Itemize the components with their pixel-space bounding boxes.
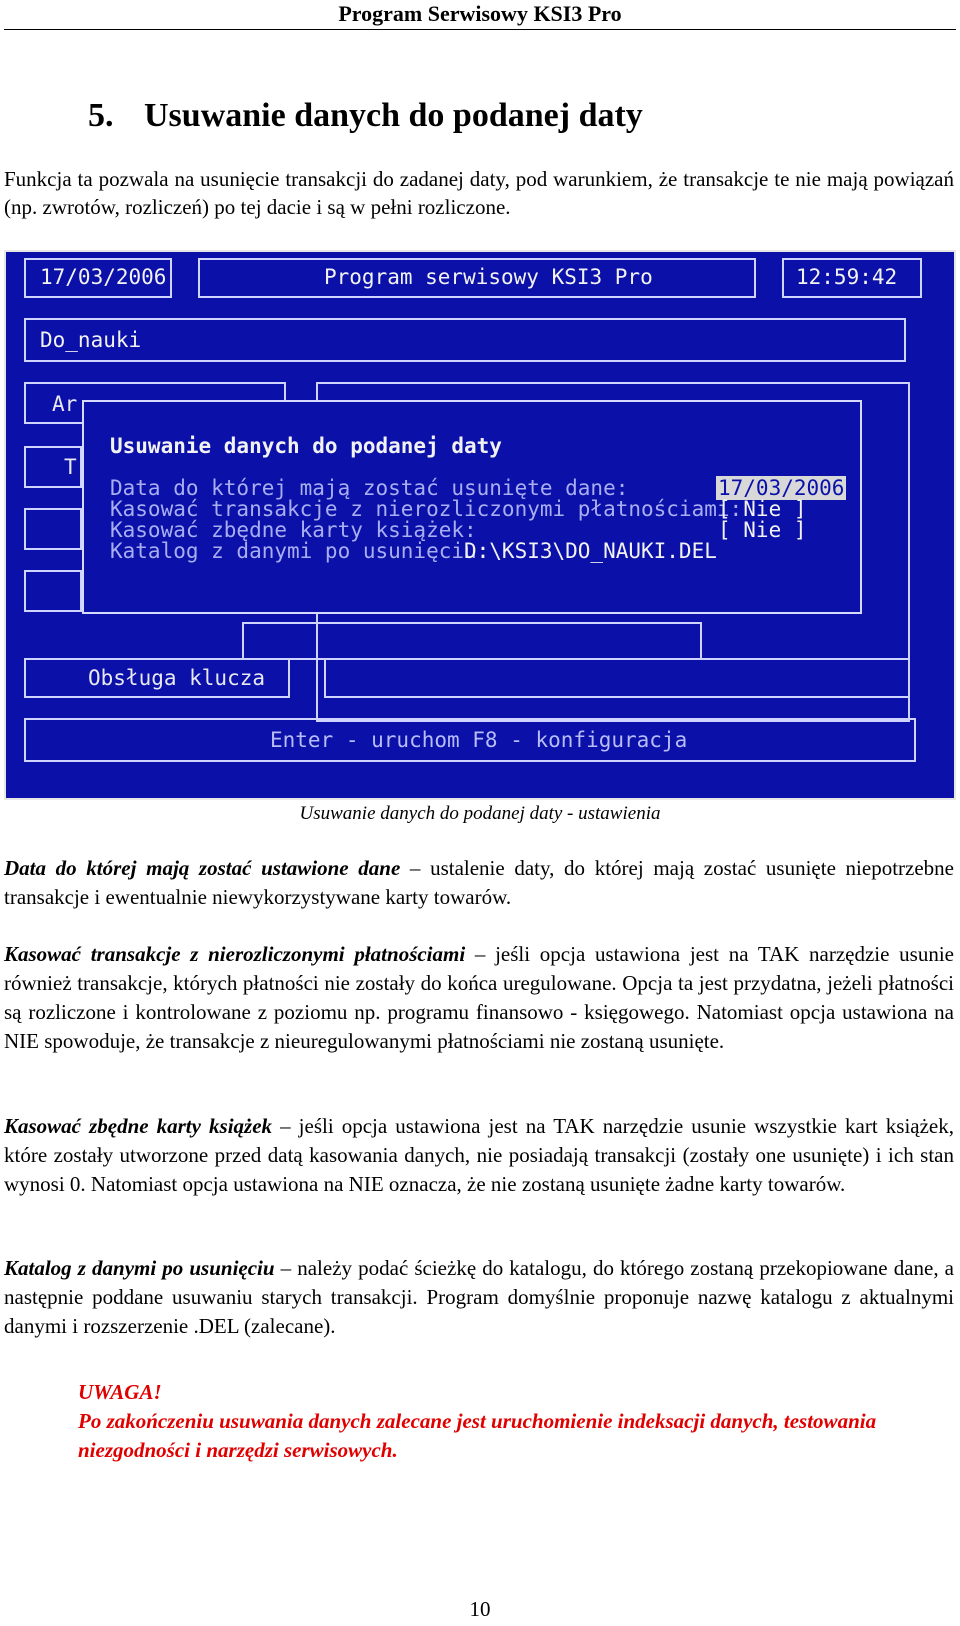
section-number: 5.: [88, 97, 114, 134]
dialog-label-unsettled: Kasować transakcje z nierozliczonymi płatnościami:: [110, 497, 743, 521]
paragraph-cards: [4, 1112, 954, 1199]
status-bar: Enter - uruchom F8 - konfiguracja: [270, 728, 688, 752]
screen-time: 12:59:42: [796, 265, 898, 289]
header-title: Program Serwisowy KSI3 Pro: [338, 1, 622, 26]
menu-box-6: [324, 658, 910, 698]
intro-paragraph: Funkcja ta pozwala na usunięcie transakcji do zadanej daty, pod warunkiem, że transakcje te nie mają powiązań (np. zwrotów, rozliczeń) po tej dacie i są w pełni rozliczone.: [4, 167, 954, 219]
term-date: Data do której mają zostać ustawione dane: [4, 856, 401, 880]
menu-box-4: [24, 570, 82, 612]
term-catalog: Katalog z danymi po usunięciu: [4, 1256, 275, 1280]
dialog-label-date: Data do której mają zostać usunięte dane:: [110, 476, 629, 500]
dialog-label-cards: Kasować zbędne karty książek:: [110, 518, 477, 542]
menu-fragment-t: T: [64, 455, 77, 479]
menu-box-5: [242, 622, 702, 660]
term-unsettled: Kasować transakcje z nierozliczonymi płatnościami: [4, 942, 466, 966]
section-title: Usuwanie danych do podanej daty: [144, 97, 643, 134]
dos-screenshot: [4, 250, 956, 800]
catalog-path-field[interactable]: D:\KSI3\DO_NAUKI.DEL: [464, 539, 717, 563]
term-cards: Kasować zbędne karty książek: [4, 1114, 273, 1138]
unsettled-toggle[interactable]: [ Nie ]: [718, 497, 807, 521]
database-box: [24, 318, 906, 362]
screen-database: Do_nauki: [40, 328, 142, 352]
desc-unsettled: – jeśli opcja ustawiona jest na TAK narzędzie usunie również transakcje, których płatności nie zostały do końca uregulowane. Opcja ta jest przydatna, jeżeli płatności są rozliczone i kontrolowane z poziomu np. programu finansowo - księgowego. Natomiast opcja ustawiona na NIE spowoduje, że transakcje z nieuregulowanymi płatnościami nie zostaną usunięte.: [4, 942, 954, 1053]
dialog-title: Usuwanie danych do podanej daty: [110, 434, 502, 458]
warning-text: Po zakończeniu usuwania danych zalecane jest uruchomienie indeksacji danych, testowania niezgodności i narzędzi serwisowych.: [78, 1409, 877, 1462]
page-header: [0, 0, 960, 30]
screen-app-title: Program serwisowy KSI3 Pro: [324, 265, 653, 289]
warning-label: UWAGA!: [78, 1380, 162, 1404]
page-number: 10: [469, 1597, 491, 1621]
dialog-label-catalog: Katalog z danymi po usunięciu:: [110, 539, 490, 563]
paragraph-date: [4, 854, 954, 912]
menu-box-3: [24, 508, 82, 550]
desc-catalog: – należy podać ścieżkę do katalogu, do którego zostaną przekopiowane dane, a następnie poddane usuwaniu starych transakcji. Program domyślnie proponuje nazwę katalogu z aktualnymi danymi i rozszerzenie .DEL (zalecane).: [4, 1256, 954, 1338]
menu-fragment-ar: Ar: [52, 392, 78, 416]
warning-block: [78, 1378, 948, 1465]
paragraph-unsettled: [4, 940, 954, 1056]
date-field[interactable]: 17/03/2006: [718, 476, 845, 500]
desc-date: – ustalenie daty, do której mają zostać usunięte niepotrzebne transakcje i ewentualnie niewykorzystywane karty towarów.: [4, 856, 954, 909]
cards-toggle[interactable]: [ Nie ]: [718, 518, 807, 542]
menu-item-key[interactable]: Obsługa klucza: [88, 666, 266, 690]
section-heading: [88, 96, 643, 136]
header-rule: [4, 29, 956, 30]
desc-cards: – jeśli opcja ustawiona jest na TAK narzędzie usunie wszystkie kart książek, które zostały utworzone przed datą kasowania danych, nie posiadają transakcji (zostały one usunięte) i ich stan wynosi 0. Natomiast opcja ustawiona na NIE oznacza, że nie zostaną usunięte żadne karty towarów.: [4, 1114, 954, 1196]
paragraph-catalog: [4, 1254, 954, 1341]
figure-caption: Usuwanie danych do podanej daty - ustawienia: [299, 803, 661, 824]
screen-date: 17/03/2006: [40, 265, 167, 289]
